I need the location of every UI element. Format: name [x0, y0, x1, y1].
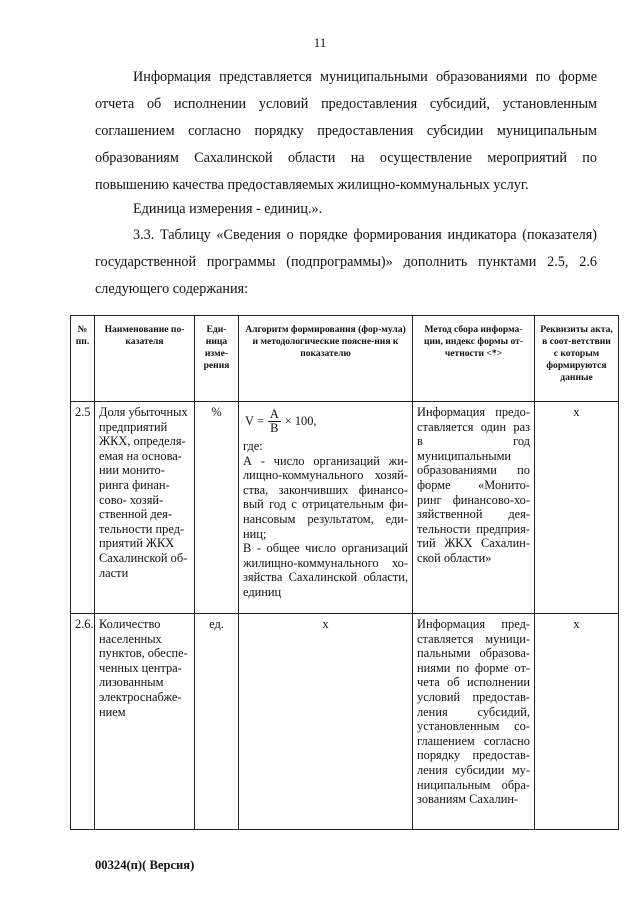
algorithm-where: где: — [243, 439, 263, 453]
header-indicator-name: Наименование по-казателя — [95, 316, 195, 402]
row-indicator-name: Количество населенных пунктов, обеспе-ченных центра-лизованным электроснабже-нием — [95, 614, 195, 830]
header-number: № пп. — [71, 316, 95, 402]
row-unit: ед. — [195, 614, 239, 830]
document-footer-id: 00324(п)( Версия) — [95, 858, 195, 872]
paragraph-amendment: 3.3. Таблицу «Сведения о порядке формирования индикатора (показателя) государственной программы (подпрограммы)» дополнить пунктами 2.5, 2.6 следующего содержания: — [95, 227, 597, 297]
formula-numerator: A — [269, 407, 279, 421]
row-number: 2.5 — [71, 402, 95, 614]
formula-lhs: V = — [245, 414, 264, 429]
formula-denominator: B — [270, 421, 279, 435]
formula-fraction — [268, 408, 281, 435]
row-method: Информация предо-ставляется один раз в год муниципальными образованиями по форме «Монито-ринг финансово-хо-зяйственной дея-тельности предприя-тий ЖКХ Сахалин-ской области» — [413, 402, 535, 614]
row-number: 2.6. — [71, 614, 95, 830]
header-method: Метод сбора информа-ции, индекс формы от-четности <*> — [413, 316, 535, 402]
header-requisites: Реквизиты акта, в соот-ветствии с которым формируются данные — [535, 316, 619, 402]
page-number: 11 — [313, 35, 327, 50]
formula — [245, 408, 408, 435]
row-algorithm — [239, 402, 413, 614]
row-indicator-name: Доля убыточных предприятий ЖКХ, определя-емая на основа-нии монито-ринга финан-сово- хозяй-ственной дея-тельности пред-приятий ЖКХ Сахалинской об-ласти — [95, 402, 195, 614]
row-algorithm: x — [239, 614, 413, 830]
table-row — [71, 614, 619, 830]
indicator-table — [70, 315, 619, 830]
row-method: Информация пред-ставляется муници-пальными образова-ниями по форме от-чета об исполнении условий предостав-ления субсидий, установленным со-глашением согласно порядку предостав-ления субсидии му-ниципальным обра-зованиям Сахалин- — [413, 614, 535, 830]
paragraph-unit: Единица измерения - единиц.». — [133, 201, 323, 217]
paragraph-report-info: Информация представляется муниципальными образованиями по форме отчета об исполнении условий предоставления субсидий, установленным соглашением согласно порядку предоставления субсидии муниципальным образованиям Сахалинской области на осуществление мероприятий по повышению качества предоставляемых жилищно-коммунальных услуг. — [95, 69, 597, 193]
row-requisites: x — [535, 402, 619, 614]
formula-rhs: × 100, — [284, 414, 317, 429]
row-requisites: x — [535, 614, 619, 830]
algorithm-a-definition: А - число организаций жи-лищно-коммунального хозяй-ства, закончивших финансо-вый год с отрицательным фи-нансовым результатом, еди-ниц; — [243, 453, 408, 541]
algorithm-b-definition: В - общее число организаций жилищно-коммунального хо-зяйства Сахалинской области, единиц — [243, 541, 408, 599]
header-unit: Еди-ница изме-рения — [195, 316, 239, 402]
header-algorithm: Алгоритм формирования (фор-мула) и методологические поясне-ния к показателю — [239, 316, 413, 402]
row-unit: % — [195, 402, 239, 614]
table-header-row — [71, 316, 619, 402]
table-row — [71, 402, 619, 614]
